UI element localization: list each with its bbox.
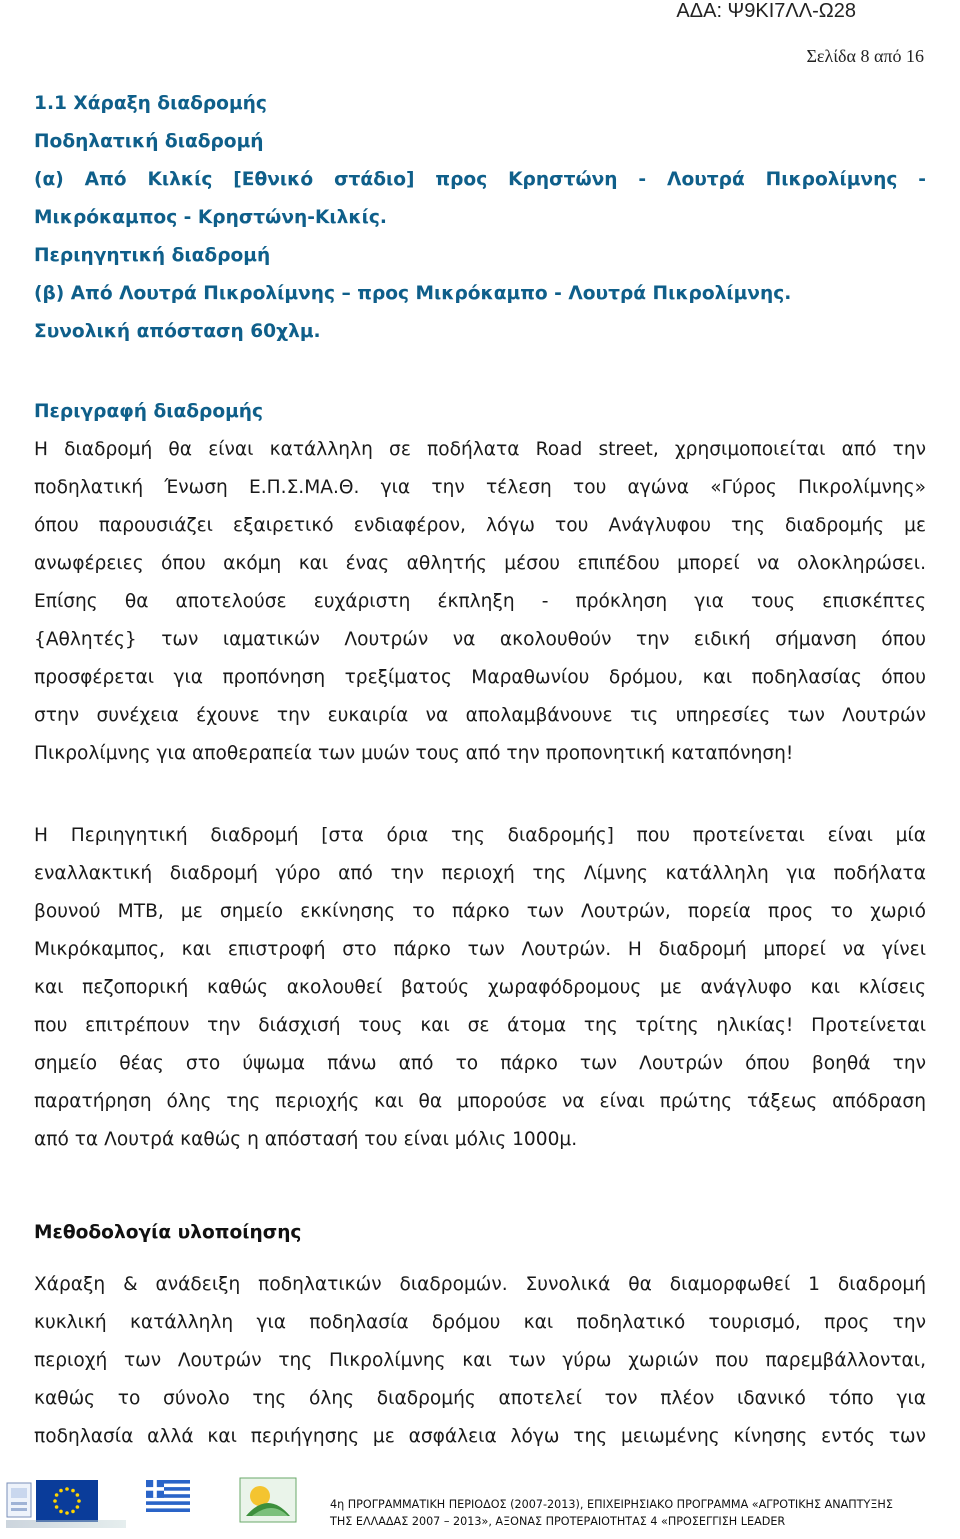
paragraph-line: ανωφέρειες όπου ακόμη και ένας αθλητής μέσου επιπέδου μπορεί να ολοκληρώσει. — [34, 553, 926, 574]
paragraph-line: Η διαδρομή θα είναι κατάλληλη σε ποδήλατα Road street, χρησιμοποιείται από την — [34, 439, 926, 460]
footer-line-1: 4η ΠΡΟΓΡΑΜΜΑΤΙΚΗ ΠΕΡΙΟΔΟΣ (2007-2013), ΕΠΙΧΕΙΡΗΣΙΑΚΟ ΠΡΟΓΡΑΜΜΑ «ΑΓΡΟΤΙΚΗΣ ΑΝΑΠΤΥΞΗΣ — [330, 1498, 893, 1511]
paragraph-line: προσφέρεται για προπόνηση τρεξίματος Μαραθωνίου δρόμου, και ποδηλασίας όπου — [34, 667, 926, 688]
footer-text — [330, 1496, 940, 1530]
route-a-line-2: Μικρόκαμπος - Κρηστώνη-Κιλκίς. — [34, 207, 387, 228]
eafrd-caption — [6, 1520, 126, 1528]
footer-logos — [6, 1476, 324, 1532]
paragraph-line: Επίσης θα αποτελούσε ευχάριστη έκπληξη - πρόκληση για τους επισκέπτες — [34, 591, 926, 612]
paragraph-line: Χάραξη & ανάδειξη ποδηλατικών διαδρομών. Συνολικά θα διαμορφωθεί 1 διαδρομή — [34, 1274, 926, 1295]
greek-flag-icon — [146, 1480, 190, 1512]
eafrd-emblem-icon — [6, 1482, 32, 1518]
paragraph-line: κυκλική κατάλληλη για ποδηλασία δρόμου και ποδηλατικό τουρισμό, προς την — [34, 1312, 926, 1333]
heading-route-marking: 1.1 Χάραξη διαδρομής — [34, 93, 267, 114]
paragraph-line: περιοχή των Λουτρών της Πικρολίμνης και των γύρω χωριών που παρεμβάλλονται, — [34, 1350, 926, 1371]
heading-tour-route: Περιηγητική διαδρομή — [34, 245, 271, 266]
paragraph-line: εναλλακτική διαδρομή γύρο από την περιοχή της Λίμνης κατάλληλη για ποδήλατα — [34, 863, 926, 884]
paragraph-line: {Αθλητές} των ιαματικών Λουτρών να ακολουθούν την ειδική σήμανση όπου — [34, 629, 926, 650]
page-footer — [0, 1468, 960, 1539]
paragraph-line: ποδηλατική Ένωση Ε.Π.Σ.ΜΑ.Θ. για την τέλεση του αγώνα «Γύρος Πικρολίμνης» — [34, 477, 926, 498]
total-distance: Συνολική απόσταση 60χλμ. — [34, 321, 321, 342]
paragraph-line: που επιτρέπουν την διάσχισή τους και σε άτομα της τρίτης ηλικίας! Προτείνεται — [34, 1015, 926, 1036]
heading-cycling-route: Ποδηλατική διαδρομή — [34, 131, 264, 152]
section-tour-route — [34, 817, 926, 1159]
section-methodology — [34, 1214, 926, 1456]
heading-methodology: Μεθοδολογία υλοποίησης — [34, 1222, 302, 1243]
leader-logo-icon — [238, 1476, 298, 1524]
paragraph-line: Η Περιηγητική διαδρομή [στα όρια της διαδρομής] που προτείνεται είναι μία — [34, 825, 926, 846]
section-description — [34, 393, 926, 773]
paragraph-line: όπου παρουσιάζει εξαιρετικό ενδιαφέρον, λόγω του Ανάγλυφου της διαδρομής με — [34, 515, 926, 536]
section-route-title — [34, 85, 926, 351]
paragraph-line: και πεζοπορική καθώς ακολουθεί βατούς χωραφόδρομους με ανάγλυφο και κλίσεις — [34, 977, 926, 998]
paragraph-line: στην συνέχεια έχουνε την ευκαιρία να απολαμβάνουνε τις υπηρεσίες των Λουτρών — [34, 705, 926, 726]
paragraph-line: καθώς το σύνολο της όλης διαδρομής αποτελεί τον πλέον ιδανικό τόπο για — [34, 1388, 926, 1409]
paragraph-line: παρατήρηση όλης της περιοχής και θα μπορούσε να είναι πρώτης τάξεως απόδραση — [34, 1091, 926, 1112]
route-b-line: (β) Από Λουτρά Πικρολίμνης – προς Μικρόκαμπο - Λουτρά Πικρολίμνης. — [34, 283, 792, 304]
heading-description: Περιγραφή διαδρομής — [34, 401, 264, 422]
paragraph-line: σημείο θέας στο ύψωμα πάνω από το πάρκο των Λουτρών όπου βοηθά την — [34, 1053, 926, 1074]
route-a-line-1: (α) Από Κιλκίς [Εθνικό στάδιο] προς Κρηστώνη - Λουτρά Πικρολίμνης - — [34, 169, 926, 190]
paragraph-line: Μικρόκαμπος, και επιστροφή στο πάρκο των Λουτρών. Η διαδρομή μπορεί να γίνει — [34, 939, 926, 960]
ada-code: ΑΔΑ: Ψ9ΚΙ7ΛΛ-Ω28 — [676, 0, 856, 22]
page-number: Σελίδα 8 από 16 — [806, 46, 924, 66]
paragraph-line: από τα Λουτρά καθώς η απόστασή του είναι μόλις 1000μ. — [34, 1129, 578, 1150]
paragraph-line: Πικρολίμνης για αποθεραπεία των μυών τους από την προπονητική καταπόνηση! — [34, 743, 794, 764]
paragraph-line: ποδηλασία αλλά και περιήγησης με ασφάλεια λόγω της μειωμένης κίνησης εντός των — [34, 1426, 926, 1447]
eu-flag-icon — [36, 1480, 98, 1522]
paragraph-line: βουνού ΜΤΒ, με σημείο εκκίνησης το πάρκο των Λουτρών, πορεία προς το χωριό — [34, 901, 926, 922]
footer-line-2: ΤΗΣ ΕΛΛΑΔΑΣ 2007 – 2013», ΑΞΟΝΑΣ ΠΡΟΤΕΡΑΙΟΤΗΤΑΣ 4 «ΠΡΟΣΕΓΓΙΣΗ LEADER — [330, 1515, 786, 1528]
